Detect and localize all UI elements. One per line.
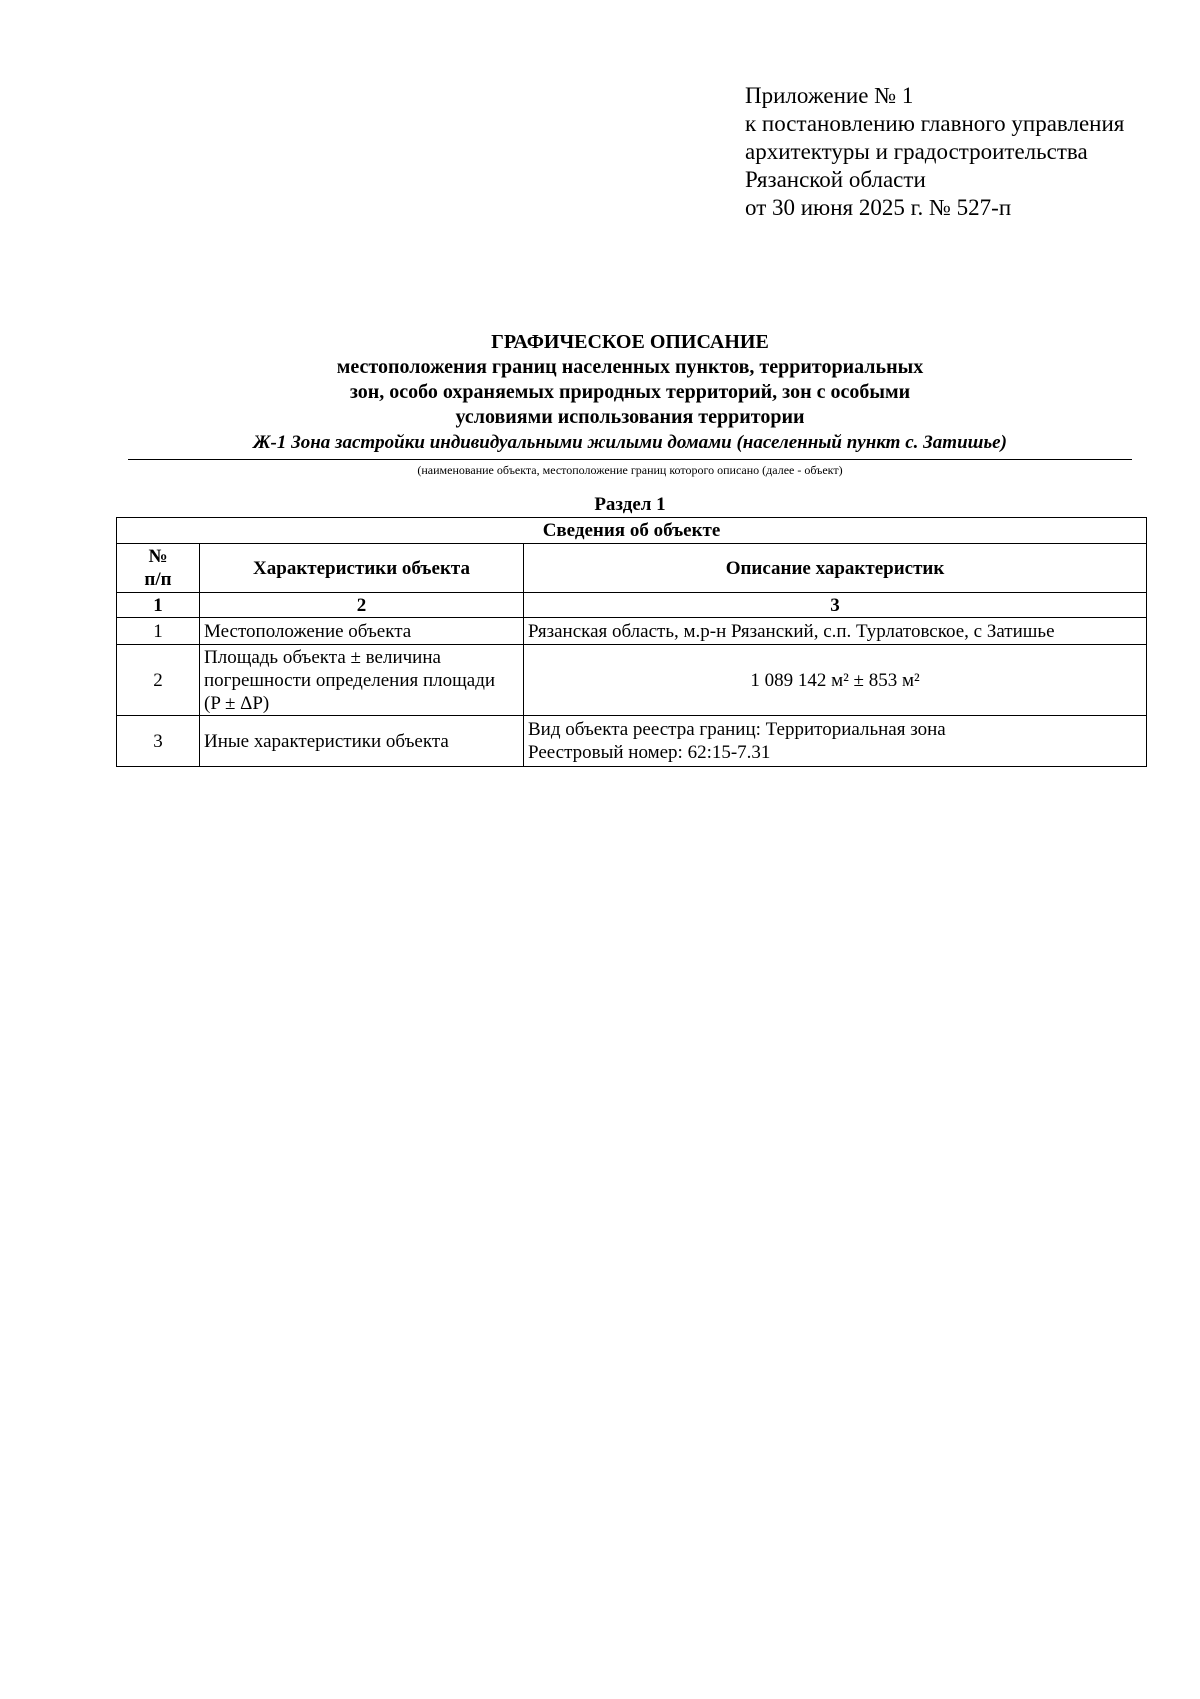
description-line: Рязанская область, м.р-н Рязанский, с.п. Турлатовское, с Затишье <box>528 620 1055 642</box>
table-row <box>117 645 1147 716</box>
document-title-block <box>128 330 1132 455</box>
table-caption: Сведения об объекте <box>117 518 1147 544</box>
document-title: ГРАФИЧЕСКОЕ ОПИСАНИЕ <box>491 331 769 353</box>
header-num-line: № <box>148 546 168 567</box>
appendix-line: от 30 июня 2025 г. № 527-п <box>745 195 1012 220</box>
characteristic-line: Иные характеристики объекта <box>204 730 449 752</box>
table-caption-row <box>117 518 1147 544</box>
document-subtitle-line: зон, особо охраняемых природных территорий, зон с особыми <box>349 381 911 403</box>
header-description: Описание характеристик <box>524 544 1147 593</box>
table-row <box>117 618 1147 645</box>
appendix-line: к постановлению главного управления <box>745 111 1125 136</box>
description-line: Реестровый номер: 62:15-7.31 <box>528 742 771 763</box>
header-num-line: п/п <box>144 569 172 590</box>
row-characteristic <box>200 716 524 767</box>
object-name-underline <box>128 459 1132 460</box>
row-number: 2 <box>117 645 200 716</box>
row-description <box>524 645 1147 716</box>
object-name-caption: (наименование объекта, местоположение границ которого описано (далее - объект) <box>417 463 843 477</box>
column-number: 2 <box>200 593 524 618</box>
row-characteristic <box>200 618 524 645</box>
object-info-table <box>116 517 1147 767</box>
appendix-line: Приложение № 1 <box>745 83 914 108</box>
row-description <box>524 716 1147 767</box>
column-number: 3 <box>524 593 1147 618</box>
header-num <box>117 544 200 593</box>
row-number: 3 <box>117 716 200 767</box>
row-description <box>524 618 1147 645</box>
appendix-line: Рязанской области <box>745 167 926 192</box>
document-subtitle-line: условиями использования территории <box>455 406 805 428</box>
header-characteristics: Характеристики объекта <box>200 544 524 593</box>
table-row <box>117 716 1147 767</box>
characteristic-line: (P ± ΔP) <box>204 692 270 714</box>
column-number-row <box>117 593 1147 618</box>
table-header-row <box>117 544 1147 593</box>
characteristic-line: погрешности определения площади <box>204 669 496 691</box>
section-title: Раздел 1 <box>594 494 666 515</box>
description-line: 1 089 142 м² ± 853 м² <box>750 669 920 691</box>
column-number: 1 <box>117 593 200 618</box>
description-line: Вид объекта реестра границ: Территориальная зона <box>528 719 946 740</box>
appendix-block <box>745 82 1124 222</box>
row-number: 1 <box>117 618 200 645</box>
characteristic-line: Местоположение объекта <box>204 620 412 642</box>
object-name: Ж-1 Зона застройки индивидуальными жилыми домами (населенный пункт с. Затишье) <box>253 432 1007 453</box>
document-subtitle-line: местоположения границ населенных пунктов, территориальных <box>336 356 924 378</box>
characteristic-line: Площадь объекта ± величина <box>204 646 441 668</box>
appendix-line: архитектуры и градостроительства <box>745 139 1088 164</box>
row-characteristic <box>200 645 524 716</box>
